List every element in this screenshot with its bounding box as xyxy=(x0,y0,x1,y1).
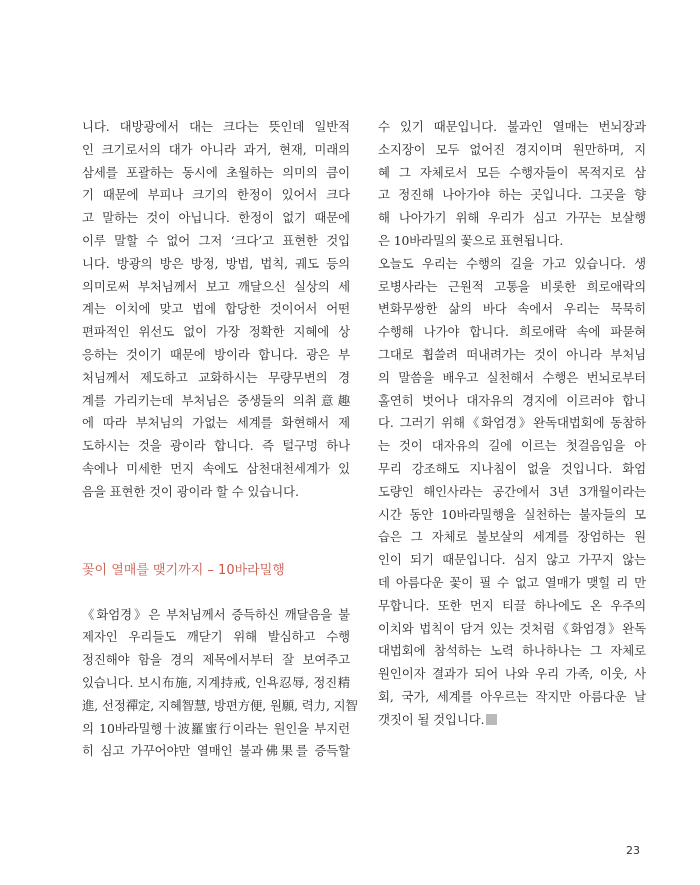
text-line: 데 아름다운 꽃이 필 수 없고 열매가 맺힐 리 만 xyxy=(378,574,646,590)
text-line: 에 따라 부처님의 가없는 세계를 화현해서 제 xyxy=(82,415,350,431)
left-paragraph-1 xyxy=(82,116,350,504)
text-line: 《화엄경》은 부처님께서 증득하신 깨달음을 불 xyxy=(82,606,350,622)
text-line: 니다. 대방광에서 대는 크다는 뜻인데 일반적 xyxy=(82,119,350,134)
text-line: 고 정진해 나아가야 하는 곳입니다. 그곳을 향 xyxy=(378,187,646,203)
text-line: 원인이자 결과가 되어 나와 우리 가족, 이웃, 사 xyxy=(378,666,646,682)
text-line: 도하시는 것을 광이라 합니다. 즉 털구멍 하나 xyxy=(82,438,350,454)
text-line: 의미로써 부처님께서 보고 깨달으신 실상의 세 xyxy=(82,278,350,294)
text-line: 는 것이 대자유의 길에 이르는 첫걸음임을 아 xyxy=(378,438,646,454)
text-line: 홀연히 벗어나 대자유의 경지에 이르러야 합니 xyxy=(378,392,646,408)
text-line: 계는 이치에 맞고 법에 합당한 것이어서 어떤 xyxy=(82,301,350,317)
right-paragraph-2 xyxy=(378,253,646,732)
text-line: 로병사라는 근원적 고통을 비롯한 희로애락의 xyxy=(378,278,646,294)
spacer xyxy=(82,582,350,604)
left-paragraph-2 xyxy=(82,604,358,764)
text-line-content: 갯짓이 될 것입니다. xyxy=(378,711,485,727)
text-line: 수 있기 때문입니다. 불과인 열매는 번뇌장과 xyxy=(378,119,646,134)
text-line: 삼세를 포괄하는 동시에 초월하는 의미의 큼이 xyxy=(82,164,350,180)
text-line-final xyxy=(378,709,646,732)
text-line: 進, 선정禪定, 지혜智慧, 방편方便, 원願, 력力, 지智 xyxy=(82,697,358,713)
page-number: 23 xyxy=(626,844,640,857)
text-line: 계를 가리키는데 부처님은 중생들의 의취意趣 xyxy=(82,392,350,408)
text-line: 처님께서 제도하고 교화하시는 무량무변의 경 xyxy=(82,369,350,385)
text-line: 기 때문에 부피나 크기의 한정이 있어서 크다 xyxy=(82,187,350,203)
text-line: 무합니다. 또한 먼지 티끌 하나에도 온 우주의 xyxy=(378,597,646,613)
text-line: 변화무쌍한 삶의 바다 속에서 우리는 묵묵히 xyxy=(378,301,646,317)
right-paragraph-1 xyxy=(378,116,646,253)
text-line: 은 10바라밀의 꽃으로 표현됩니다. xyxy=(378,232,564,248)
text-line: 음을 표현한 것이 광이라 할 수 있습니다. xyxy=(82,483,299,499)
text-line: 시간 동안 10바라밀행을 실천하는 불자들의 모 xyxy=(378,506,646,522)
text-line: 제자인 우리들도 깨닫기 위해 발심하고 수행 xyxy=(82,629,350,645)
spacer xyxy=(82,504,350,554)
text-line: 대법회에 참석하는 노력 하나하나는 그 자체로 xyxy=(378,643,646,659)
section-heading: 꽃이 열매를 맺기까지 – 10바라밀행 xyxy=(82,562,285,578)
text-line: 회, 국가, 세계를 아우르는 작지만 아름다운 날 xyxy=(378,688,646,704)
text-line: 편파적인 위선도 없이 가장 정확한 지혜에 상 xyxy=(82,324,350,340)
text-line: 고 말하는 것이 아닙니다. 한정이 없기 때문에 xyxy=(82,210,350,226)
text-line: 그대로 휩쓸려 떠내려가는 것이 아니라 부처님 xyxy=(378,346,646,362)
text-line: 이루 말할 수 없어 그저 ‘크다’고 표현한 것입 xyxy=(82,232,350,248)
left-column xyxy=(82,116,358,763)
text-line: 응하는 것이기 때문에 방이라 합니다. 광은 부 xyxy=(82,346,350,362)
text-line: 니다. 방광의 방은 방정, 방법, 법칙, 궤도 등의 xyxy=(82,255,350,271)
text-line: 해 나아가기 위해 우리가 심고 가꾸는 보살행 xyxy=(378,210,646,226)
text-line: 오늘도 우리는 수행의 길을 가고 있습니다. 생 xyxy=(378,255,646,271)
text-line: 혜 그 자체로서 모든 수행자들이 목적지로 삼 xyxy=(378,164,646,180)
text-line: 도량인 해인사라는 공간에서 3년 3개월이라는 xyxy=(378,483,646,499)
text-line: 히 심고 가꾸어야만 열매인 불과佛果를 증득할 xyxy=(82,743,350,759)
text-line: 다. 그러기 위해《화엄경》완독대법회에 동참하 xyxy=(378,415,646,431)
text-line: 소지장이 모두 없어진 경지이며 원만하며, 지 xyxy=(378,141,646,157)
end-square-icon xyxy=(486,714,497,725)
text-line: 의 말씀을 배우고 실천해서 수행은 번뇌로부터 xyxy=(378,369,646,385)
text-line: 수행해 나가야 합니다. 희로애락 속에 파묻혀 xyxy=(378,324,646,340)
text-line: 이치와 법칙이 담겨 있는 것처럼《화엄경》완독 xyxy=(378,620,646,636)
text-line: 있습니다. 보시布施, 지계持戒, 인욕忍辱, 정진精 xyxy=(82,674,350,690)
text-line: 인이 되기 때문입니다. 심지 않고 가꾸지 않는 xyxy=(378,552,646,568)
text-line: 정진해야 함을 경의 제목에서부터 잘 보여주고 xyxy=(82,652,350,668)
text-line: 습은 그 자체로 불보살의 세계를 장엄하는 원 xyxy=(378,529,646,545)
text-line: 무리 강조해도 지나침이 없을 것입니다. 화엄 xyxy=(378,460,646,476)
text-line: 의 10바라밀행十波羅蜜行이라는 원인을 부지런 xyxy=(82,720,350,736)
text-line: 속에나 미세한 먼지 속에도 삼천대천세계가 있 xyxy=(82,460,350,476)
text-line: 인 크기로서의 대가 아니라 과거, 현재, 미래의 xyxy=(82,141,350,157)
right-column xyxy=(378,116,646,732)
